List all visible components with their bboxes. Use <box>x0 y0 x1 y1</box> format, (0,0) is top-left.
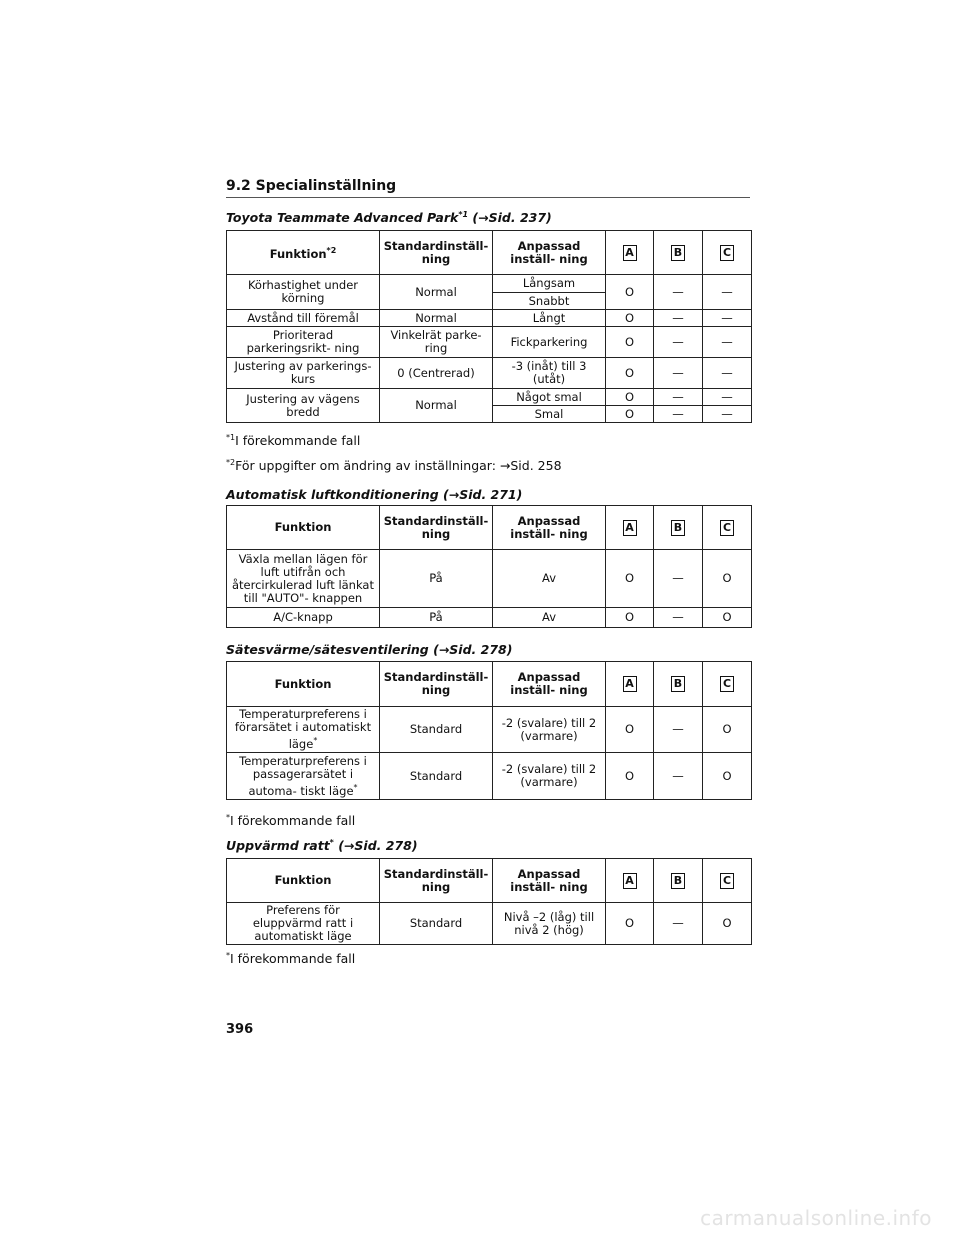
header-standard: Standardinställ- ning <box>380 231 493 275</box>
cell-a: O <box>606 753 654 800</box>
cell-b: — <box>654 389 703 406</box>
cell-func: Preferens för eluppvärmd ratt i automatiskt läge <box>227 903 380 945</box>
cell-std: På <box>380 608 493 628</box>
table-row <box>227 608 752 628</box>
cell-a: O <box>606 389 654 406</box>
cell-cust: -2 (svalare) till 2 (varmare) <box>493 753 606 800</box>
cell-func: Justering av parkerings- kurs <box>227 358 380 389</box>
table-row <box>227 903 752 945</box>
header-funktion: Funktion <box>227 662 380 707</box>
table-row <box>227 753 752 800</box>
header-a: A <box>606 506 654 550</box>
cell-func: Avstånd till föremål <box>227 310 380 327</box>
footnote-1: $^{*1}$I förekommande fall <box>226 433 361 449</box>
cell-a: O <box>606 406 654 423</box>
cell-a: O <box>606 608 654 628</box>
cell-b: — <box>654 903 703 945</box>
cell-b: — <box>654 406 703 423</box>
cell-func: Temperaturpreferens i förarsätet i automatiskt läge* <box>227 707 380 753</box>
header-b: B <box>654 231 703 275</box>
table3-heading: Sätesvärme/sätesventilering (→Sid. 278) <box>226 642 513 657</box>
header-b: B <box>654 859 703 903</box>
footnote-3: *I förekommande fall <box>226 813 356 829</box>
cell-cust: Av <box>493 550 606 608</box>
header-standard: Standardinställ- ning <box>380 662 493 707</box>
header-anpassad: Anpassad inställ- ning <box>493 859 606 903</box>
cell-c: — <box>703 406 752 423</box>
table3 <box>226 661 752 800</box>
cell-b: — <box>654 707 703 753</box>
cell-c: O <box>703 753 752 800</box>
header-funktion: Funktion <box>227 506 380 550</box>
table-row <box>227 358 752 389</box>
cell-std: Normal <box>380 310 493 327</box>
cell-c: — <box>703 275 752 310</box>
cell-cust: -3 (inåt) till 3 (utåt) <box>493 358 606 389</box>
footnote-2: $^{*2}$För uppgifter om ändring av inställningar: →Sid. 258 <box>226 458 562 474</box>
cell-func: Prioriterad parkeringsrikt- ning <box>227 327 380 358</box>
cell-b: — <box>654 753 703 800</box>
table-row <box>227 389 752 406</box>
table-row <box>227 550 752 608</box>
cell-a: O <box>606 707 654 753</box>
cell-b: — <box>654 608 703 628</box>
cell-a: O <box>606 310 654 327</box>
table-row <box>227 707 752 753</box>
header-anpassad: Anpassad inställ- ning <box>493 231 606 275</box>
cell-cust: Långsam <box>493 275 606 293</box>
cell-c: O <box>703 608 752 628</box>
table2 <box>226 505 752 628</box>
table-header-row <box>227 231 752 275</box>
cell-b: — <box>654 550 703 608</box>
table1-heading-text: Toyota Teammate Advanced Park <box>226 210 459 226</box>
cell-cust: Av <box>493 608 606 628</box>
header-c: C <box>703 662 752 707</box>
table-row <box>227 310 752 327</box>
cell-std: Standard <box>380 753 493 800</box>
cell-cust: Snabbt <box>493 293 606 310</box>
cell-c: — <box>703 358 752 389</box>
header-anpassad: Anpassad inställ- ning <box>493 506 606 550</box>
cell-a: O <box>606 358 654 389</box>
header-c: C <box>703 231 752 275</box>
cell-cust: Fickparkering <box>493 327 606 358</box>
cell-func: A/C-knapp <box>227 608 380 628</box>
cell-a: O <box>606 327 654 358</box>
watermark: carmanualsonline.info <box>700 1206 932 1230</box>
cell-c: O <box>703 550 752 608</box>
cell-cust: -2 (svalare) till 2 (varmare) <box>493 707 606 753</box>
cell-func: Körhastighet under körning <box>227 275 380 310</box>
cell-std: 0 (Centrerad) <box>380 358 493 389</box>
header-standard: Standardinställ- ning <box>380 506 493 550</box>
table1 <box>226 230 752 423</box>
cell-c: O <box>703 707 752 753</box>
cell-c: — <box>703 327 752 358</box>
table1-heading-sup: *1 <box>458 210 469 219</box>
cell-cust: Något smal <box>493 389 606 406</box>
table4-heading-text: Uppvärmd ratt <box>226 838 330 854</box>
cell-cust: Smal <box>493 406 606 423</box>
cell-b: — <box>654 327 703 358</box>
cell-func: Justering av vägens bredd <box>227 389 380 423</box>
cell-func: Växla mellan lägen för luft utifrån och återcirkulerad luft länkat till "AUTO"- knappen <box>227 550 380 608</box>
table2-heading: Automatisk luftkonditionering (→Sid. 271) <box>226 487 523 502</box>
cell-c: — <box>703 310 752 327</box>
header-anpassad: Anpassad inställ- ning <box>493 662 606 707</box>
table4-heading-sup: * <box>329 838 334 847</box>
table-header-row <box>227 859 752 903</box>
header-funktion: Funktion$^{*2}$ <box>227 231 380 275</box>
cell-b: — <box>654 275 703 310</box>
cell-b: — <box>654 310 703 327</box>
cell-std: Standard <box>380 707 493 753</box>
cell-a: O <box>606 275 654 310</box>
table-header-row <box>227 662 752 707</box>
table1-heading <box>226 210 552 225</box>
cell-std: Normal <box>380 275 493 310</box>
table-row <box>227 275 752 293</box>
page-number: 396 <box>226 1022 254 1037</box>
cell-cust: Nivå –2 (låg) till nivå 2 (hög) <box>493 903 606 945</box>
cell-c: — <box>703 389 752 406</box>
cell-std: Standard <box>380 903 493 945</box>
header-c: C <box>703 859 752 903</box>
table4-heading-ref: (→Sid. 278) <box>338 838 418 854</box>
cell-a: O <box>606 903 654 945</box>
header-b: B <box>654 506 703 550</box>
table-row <box>227 327 752 358</box>
header-a: A <box>606 231 654 275</box>
header-c: C <box>703 506 752 550</box>
table4-heading <box>226 838 418 853</box>
header-b: B <box>654 662 703 707</box>
cell-b: — <box>654 358 703 389</box>
cell-std: På <box>380 550 493 608</box>
header-a: A <box>606 662 654 707</box>
table-header-row <box>227 506 752 550</box>
cell-cust: Långt <box>493 310 606 327</box>
cell-c: O <box>703 903 752 945</box>
cell-std: Normal <box>380 389 493 423</box>
cell-a: O <box>606 550 654 608</box>
header-standard: Standardinställ- ning <box>380 859 493 903</box>
table1-heading-ref: (→Sid. 237) <box>472 210 552 226</box>
header-funktion: Funktion <box>227 859 380 903</box>
cell-std: Vinkelrät parke- ring <box>380 327 493 358</box>
table4 <box>226 858 752 945</box>
header-a: A <box>606 859 654 903</box>
cell-func: Temperaturpreferens i passagerarsätet i automa- tiskt läge* <box>227 753 380 800</box>
footnote-4: *I förekommande fall <box>226 951 356 967</box>
section-title: 9.2 Specialinställning <box>226 178 750 198</box>
